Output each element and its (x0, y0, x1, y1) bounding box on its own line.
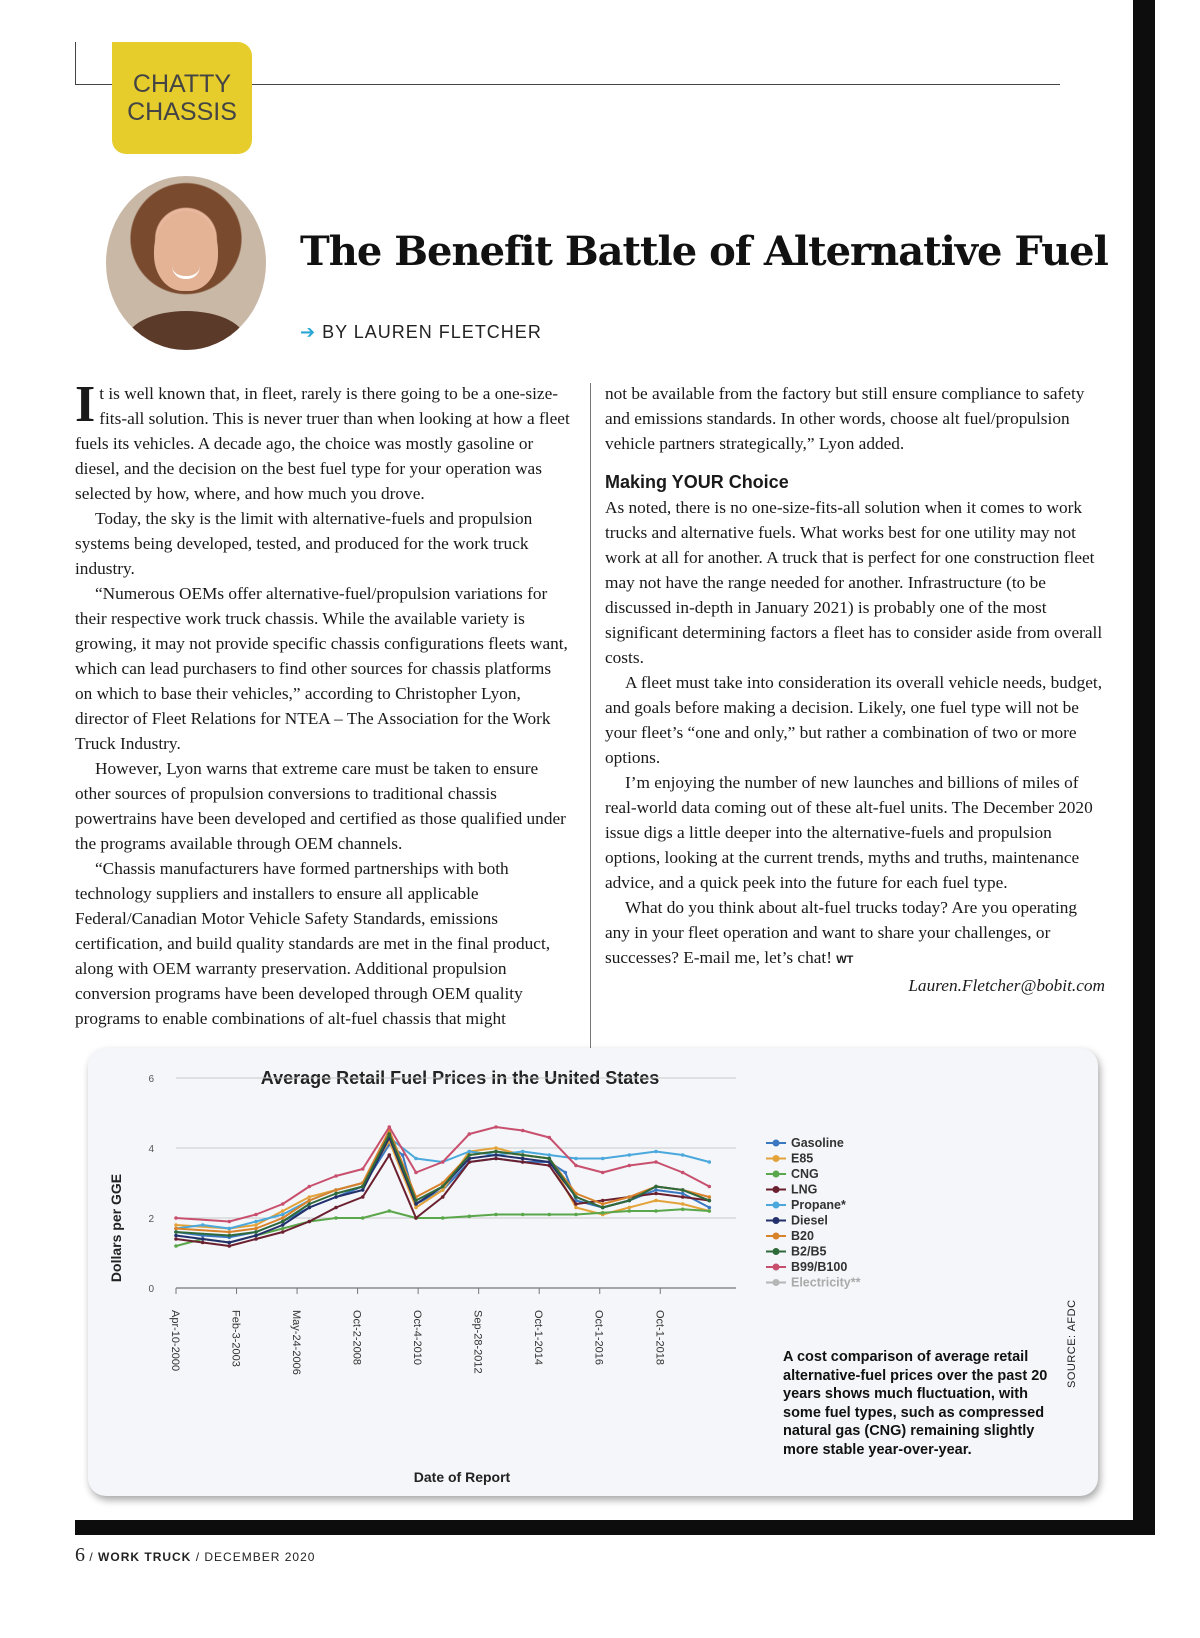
page-number: 6 (75, 1544, 85, 1566)
data-point (414, 1202, 418, 1206)
data-point (681, 1195, 685, 1199)
x-tick-label: Oct-1-2018 (653, 1310, 666, 1366)
data-point (601, 1157, 605, 1161)
data-point (281, 1227, 285, 1231)
y-tick-labels (148, 1074, 154, 1295)
data-point (564, 1171, 568, 1175)
data-point (708, 1185, 712, 1189)
data-point (654, 1150, 658, 1154)
data-point (308, 1202, 312, 1206)
legend-marker (773, 1233, 780, 1240)
data-point (174, 1237, 178, 1241)
data-point (334, 1174, 338, 1178)
x-axis-label: Date of Report (413, 1469, 511, 1485)
data-point (361, 1185, 365, 1189)
data-point (654, 1209, 658, 1213)
data-point (254, 1227, 258, 1231)
data-point (441, 1185, 445, 1189)
data-point (521, 1150, 525, 1154)
x-tick-label: Apr-10-2000 (169, 1310, 181, 1372)
data-point (281, 1213, 285, 1217)
y-tick-label: 6 (148, 1074, 154, 1085)
subhead: Making YOUR Choice (605, 472, 789, 492)
data-point (494, 1125, 498, 1129)
data-point (628, 1206, 632, 1210)
data-point (334, 1216, 338, 1220)
paragraph: A fleet must take into consideration its overall vehicle needs, budget, and goals before making a decision. Likely, one fuel type will not be your fleet’s “one and only,” but rather a combination of two or more options. (605, 673, 1103, 767)
data-point (574, 1202, 578, 1206)
paragraph: However, Lyon warns that extreme care must be taken to ensure other sources of propulsion conversions to traditional chassis powertrains have been developed and certified as those qualified under the programs available through OEM channels. (75, 759, 566, 853)
data-point (521, 1157, 525, 1161)
data-point (548, 1136, 552, 1140)
author-photo (106, 176, 266, 350)
legend-marker (773, 1264, 780, 1271)
data-point (388, 1153, 392, 1157)
legend-label: LNG (791, 1182, 818, 1197)
data-point (521, 1153, 525, 1157)
data-point (494, 1146, 498, 1150)
legend-label: Diesel (791, 1213, 828, 1228)
data-point (228, 1220, 232, 1224)
end-mark: WT (836, 954, 854, 966)
x-tick-label: Oct-2-2008 (350, 1310, 363, 1366)
data-point (521, 1160, 525, 1164)
data-point (281, 1202, 285, 1206)
paragraph: What do you think about alt-fuel trucks today? Are you operating any in your fleet operation and want to share your challenges, or successes? E-mail me, let’s chat! WT (605, 898, 1078, 967)
data-point (601, 1171, 605, 1175)
data-point (708, 1206, 712, 1210)
legend-marker (773, 1248, 780, 1255)
data-point (228, 1230, 232, 1234)
data-point (601, 1199, 605, 1203)
x-tick-label: May-24-2006 (290, 1310, 303, 1375)
data-point (361, 1216, 365, 1220)
paragraph: As noted, there is no one-size-fits-all solution when it comes to work trucks and alternative fuels. What works best for one utility may not work at all for another. A truck that is perfect for one construction fleet may not have the range needed for another. Infrastructure (to be discussed in-depth in January 2021) is probably one of the most significant determining factors a fleet has to consider aside from overall costs. (605, 498, 1103, 667)
author-email[interactable]: Lauren.Fletcher@bobit.com (908, 976, 1105, 995)
chart-series (174, 1125, 711, 1248)
data-point (414, 1171, 418, 1175)
data-point (441, 1188, 445, 1192)
chart-caption: A cost comparison of average retail alternative-fuel prices over the past 20 years shows much fluctuation, with some fuel types, such as compressed natural gas (CNG) remaining slightly more stable year-over-year. (783, 1349, 1048, 1458)
data-point (708, 1199, 712, 1203)
data-point (174, 1244, 178, 1248)
data-point (708, 1209, 712, 1213)
data-point (654, 1185, 658, 1189)
data-point (308, 1220, 312, 1224)
x-tick-label: Oct-1-2016 (592, 1310, 605, 1366)
data-point (548, 1153, 552, 1157)
data-point (654, 1199, 658, 1203)
data-point (708, 1160, 712, 1164)
legend-marker (773, 1140, 780, 1147)
data-point (441, 1160, 445, 1164)
legend-label: B99/B100 (791, 1260, 848, 1274)
data-point (174, 1223, 178, 1227)
data-point (174, 1227, 178, 1231)
right-edge-bar (1133, 0, 1155, 1535)
paragraph: “Chassis manufacturers have formed partnerships with both technology suppliers and installers to ensure all applicable Federal/Canadian Motor Vehicle Safety Standards, emissions certification, and build quality standards are met in the final product, along with OEM warranty preservation. Additional propulsion conversion programs have been developed through OEM quality programs to enable combinations of alt-fuel chassis that might (75, 859, 551, 1028)
data-point (628, 1153, 632, 1157)
publication-name: WORK TRUCK (98, 1550, 192, 1564)
data-point (521, 1213, 525, 1217)
column-divider (590, 383, 591, 1053)
legend-marker (773, 1186, 780, 1193)
article-column-2 (605, 381, 1105, 998)
data-point (654, 1188, 658, 1192)
data-point (681, 1171, 685, 1175)
footer-separator: / (89, 1550, 94, 1564)
data-point (601, 1202, 605, 1206)
data-point (574, 1213, 578, 1217)
bottom-rule-bar (75, 1520, 1155, 1535)
data-point (654, 1160, 658, 1164)
data-point (628, 1164, 632, 1168)
data-point (254, 1213, 258, 1217)
legend-label: Gasoline (791, 1136, 844, 1150)
data-point (228, 1244, 232, 1248)
data-point (388, 1209, 392, 1213)
data-point (174, 1234, 178, 1238)
data-point (468, 1132, 472, 1136)
drop-cap: I (75, 376, 96, 433)
data-point (414, 1157, 418, 1161)
data-point (334, 1206, 338, 1210)
data-point (388, 1125, 392, 1129)
legend-marker (773, 1171, 780, 1178)
chart-legend (766, 1136, 861, 1290)
data-point (281, 1220, 285, 1224)
data-point (254, 1220, 258, 1224)
chart-grid (176, 1078, 736, 1294)
arrow-right-icon: ➔ (300, 322, 317, 342)
section-tag: CHATTY CHASSIS (112, 42, 252, 154)
data-point (414, 1206, 418, 1210)
legend-marker (773, 1217, 780, 1224)
y-tick-label: 2 (148, 1214, 154, 1225)
data-point (628, 1199, 632, 1203)
data-point (361, 1195, 365, 1199)
data-point (281, 1216, 285, 1220)
footer-separator: / (195, 1550, 201, 1564)
data-point (228, 1234, 232, 1238)
data-point (548, 1157, 552, 1161)
data-point (628, 1209, 632, 1213)
data-point (414, 1216, 418, 1220)
paragraph: “Numerous OEMs offer alternative-fuel/propulsion variations for their respective work truck chassis. While the available variety is growing, it may not provide specific chassis configurations fleets want, which can lead purchasers to find other sources for chassis platforms on which to base their vehicles,” according to Christopher Lyon, director of Fleet Relations for NTEA – The Association for the Work Truck Industry. (75, 584, 568, 753)
chart-source: SOURCE: AFDC (1066, 1299, 1078, 1388)
data-point (308, 1206, 312, 1210)
data-point (254, 1234, 258, 1238)
data-point (361, 1167, 365, 1171)
data-point (201, 1241, 205, 1245)
data-point (548, 1213, 552, 1217)
data-point (361, 1188, 365, 1192)
data-point (468, 1150, 472, 1154)
data-point (308, 1199, 312, 1203)
data-point (494, 1153, 498, 1157)
data-point (574, 1195, 578, 1199)
x-tick-label: Oct-1-2014 (532, 1310, 545, 1366)
chart-title: Average Retail Fuel Prices in the United States (260, 1068, 660, 1088)
x-tick-label: Oct-4-2010 (411, 1310, 424, 1366)
data-point (254, 1230, 258, 1234)
data-point (281, 1230, 285, 1234)
x-tick-label: Feb-3-2003 (229, 1310, 242, 1367)
byline (300, 322, 542, 343)
issue-date: DECEMBER 2020 (204, 1550, 316, 1564)
byline-text: BY LAUREN FLETCHER (322, 322, 542, 342)
x-tick-label: Sep-28-2012 (471, 1310, 484, 1374)
data-point (654, 1192, 658, 1196)
data-point (441, 1216, 445, 1220)
data-point (201, 1237, 205, 1241)
data-point (628, 1195, 632, 1199)
legend-label: CNG (791, 1167, 819, 1181)
legend-label: Electricity** (791, 1275, 861, 1290)
legend-label: B20 (791, 1229, 814, 1243)
article-title: The Benefit Battle of Alternative Fuel (300, 228, 1108, 275)
article-column-1 (75, 376, 572, 1031)
legend-label: E85 (791, 1151, 814, 1166)
data-point (334, 1188, 338, 1192)
data-point (681, 1208, 685, 1212)
data-point (228, 1241, 232, 1245)
data-point (468, 1153, 472, 1157)
data-point (308, 1195, 312, 1199)
data-point (681, 1153, 685, 1157)
y-tick-label: 0 (148, 1284, 154, 1295)
data-point (254, 1237, 258, 1241)
y-tick-label: 4 (148, 1144, 154, 1155)
data-point (228, 1227, 232, 1231)
data-point (601, 1211, 605, 1215)
data-point (681, 1192, 685, 1196)
paragraph: I’m enjoying the number of new launches and billions of miles of real-world data coming out of these alt-fuel units. The December 2020 issue digs a little deeper into the alternative-fuels and propulsion options, looking at the current trends, myths and truths, maintenance advice, and a quick peek into the future for each fuel type. (605, 773, 1093, 892)
page-footer (75, 1544, 315, 1567)
data-point (601, 1206, 605, 1210)
data-point (574, 1157, 578, 1161)
y-axis-label: Dollars per GGE (108, 1173, 124, 1283)
data-point (521, 1129, 525, 1133)
data-point (334, 1195, 338, 1199)
data-point (308, 1185, 312, 1189)
data-point (494, 1150, 498, 1154)
data-point (468, 1215, 472, 1219)
data-point (414, 1199, 418, 1203)
data-point (281, 1223, 285, 1227)
data-point (574, 1206, 578, 1210)
paragraph: Today, the sky is the limit with alternative-fuels and propulsion systems being developed, tested, and produced for the work truck industry. (75, 509, 533, 578)
legend-label: B2/B5 (791, 1244, 827, 1259)
legend-marker (773, 1279, 780, 1286)
data-point (334, 1192, 338, 1196)
data-point (681, 1202, 685, 1206)
data-point (174, 1230, 178, 1234)
legend-marker (773, 1202, 780, 1209)
data-point (494, 1157, 498, 1161)
data-point (681, 1188, 685, 1192)
data-point (254, 1223, 258, 1227)
legend-marker (773, 1155, 780, 1162)
data-point (174, 1216, 178, 1220)
data-point (494, 1213, 498, 1217)
data-point (201, 1223, 205, 1227)
data-point (708, 1195, 712, 1199)
legend-label: Propane* (791, 1198, 846, 1212)
paragraph: not be available from the factory but still ensure compliance to safety and emissions standards. In other words, choose alt fuel/propulsion vehicle partners strategically,” Lyon added. (605, 384, 1085, 453)
paragraph: It is well known that, in fleet, rarely is there going to be a one-size-fits-all solution. This is never truer than when looking at how a fleet fuels its vehicles. A decade ago, the choice was mostly gasoline or diesel, and the decision on the best fuel type for your operation was selected by how, where, and how much you drove. (75, 376, 570, 503)
data-point (388, 1132, 392, 1136)
data-point (574, 1164, 578, 1168)
x-tick-labels (169, 1310, 665, 1375)
data-point (441, 1195, 445, 1199)
data-point (281, 1209, 285, 1213)
header-corner-rule (75, 42, 76, 85)
